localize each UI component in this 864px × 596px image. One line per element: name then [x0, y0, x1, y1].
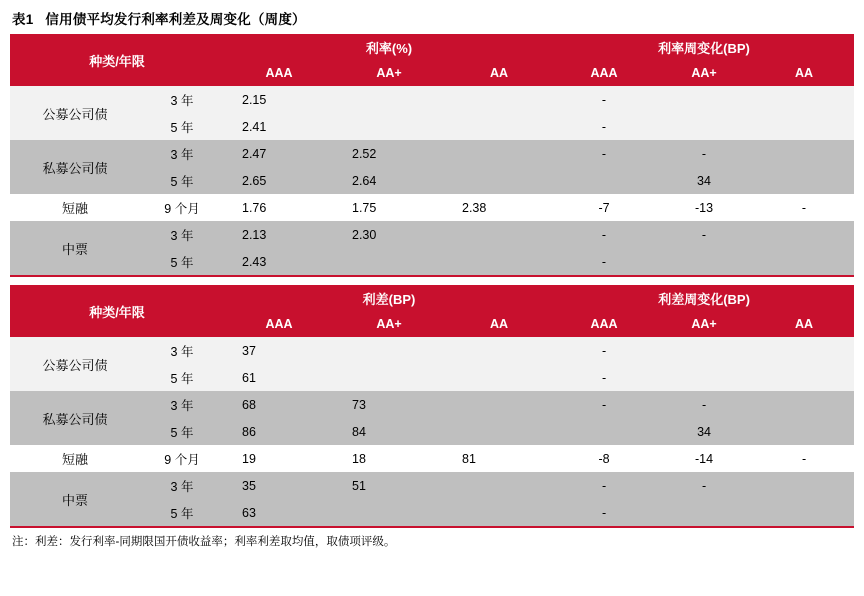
cell-rate-aaplus: 2.64 [334, 167, 444, 194]
table-row [10, 445, 854, 472]
spread-chg-subheader-aaplus: AA+ [654, 311, 754, 337]
spread-chg-subheader-aa: AA [754, 311, 854, 337]
cell-spread-aaplus: 18 [334, 445, 444, 472]
cell-spreadchg-aa [754, 418, 854, 445]
cell-rate-aa [444, 167, 554, 194]
cell-spread-aaplus [334, 364, 444, 391]
table-row [10, 194, 854, 221]
cell-spreadchg-aa [754, 472, 854, 499]
cell-spreadchg-aaa [554, 418, 654, 445]
cell-rate-aaa: 2.15 [224, 86, 334, 113]
cell-chg-aa [754, 113, 854, 140]
table-footnote: 注：利差：发行利率-同期限国开债收益率；利率利差取均值，取债项评级。 [12, 536, 396, 548]
cell-spread-aaa: 86 [224, 418, 334, 445]
cell-chg-aaa: - [554, 140, 654, 167]
table-row [10, 86, 854, 113]
cell-spread-aa [444, 364, 554, 391]
rate-subheader-aa: AA [444, 60, 554, 86]
cell-chg-aa: - [754, 194, 854, 221]
cell-rate-aaa: 2.65 [224, 167, 334, 194]
row-term: 5 年 [140, 113, 224, 140]
row-category: 中票 [10, 221, 140, 276]
cell-rate-aa [444, 113, 554, 140]
cell-chg-aa [754, 248, 854, 276]
row-category: 短融 [10, 445, 140, 472]
table-row [10, 221, 854, 248]
cell-spreadchg-aaa: - [554, 364, 654, 391]
row-category: 私募公司债 [10, 391, 140, 445]
row-term: 9 个月 [140, 194, 224, 221]
rate-header-type: 种类/年限 [10, 34, 224, 86]
cell-spreadchg-aa: - [754, 445, 854, 472]
spread-header-group-spread: 利差(BP) [224, 285, 554, 311]
cell-rate-aaplus [334, 113, 444, 140]
cell-spreadchg-aaplus [654, 337, 754, 364]
cell-spread-aaa: 63 [224, 499, 334, 527]
row-term: 3 年 [140, 140, 224, 167]
cell-spreadchg-aa [754, 337, 854, 364]
rate-chg-subheader-aaa: AAA [554, 60, 654, 86]
cell-spread-aa [444, 472, 554, 499]
cell-spreadchg-aaa: - [554, 337, 654, 364]
cell-chg-aaa [554, 167, 654, 194]
table-row [10, 472, 854, 499]
row-category: 短融 [10, 194, 140, 221]
row-term: 9 个月 [140, 445, 224, 472]
row-term: 5 年 [140, 418, 224, 445]
cell-rate-aaplus: 2.30 [334, 221, 444, 248]
cell-spread-aaplus: 84 [334, 418, 444, 445]
cell-spreadchg-aaplus: - [654, 391, 754, 418]
cell-spread-aaplus [334, 499, 444, 527]
table-row [10, 391, 854, 418]
row-category: 公募公司债 [10, 337, 140, 391]
cell-rate-aaplus: 2.52 [334, 140, 444, 167]
cell-rate-aa [444, 140, 554, 167]
cell-spread-aaplus: 51 [334, 472, 444, 499]
cell-rate-aaplus: 1.75 [334, 194, 444, 221]
row-category: 公募公司债 [10, 86, 140, 140]
cell-rate-aa: 2.38 [444, 194, 554, 221]
cell-chg-aaplus [654, 113, 754, 140]
caption-title: 信用债平均发行利率利差及周变化（周度） [45, 12, 306, 27]
cell-chg-aaplus: 34 [654, 167, 754, 194]
cell-spreadchg-aaa: - [554, 391, 654, 418]
cell-rate-aaplus [334, 248, 444, 276]
rate-table [10, 34, 854, 277]
cell-spreadchg-aa [754, 391, 854, 418]
cell-chg-aaa: -7 [554, 194, 654, 221]
cell-spreadchg-aaa: - [554, 472, 654, 499]
cell-rate-aaa: 2.43 [224, 248, 334, 276]
row-term: 5 年 [140, 364, 224, 391]
spread-header-type: 种类/年限 [10, 285, 224, 337]
table-caption [12, 8, 854, 28]
cell-rate-aa [444, 248, 554, 276]
table-gap [10, 277, 854, 285]
cell-spread-aaa: 61 [224, 364, 334, 391]
cell-chg-aaa: - [554, 86, 654, 113]
spread-subheader-aaa: AAA [224, 311, 334, 337]
rate-chg-subheader-aa: AA [754, 60, 854, 86]
cell-spread-aaa: 68 [224, 391, 334, 418]
cell-rate-aaplus [334, 86, 444, 113]
cell-spread-aa [444, 337, 554, 364]
row-category: 中票 [10, 472, 140, 527]
cell-chg-aa [754, 167, 854, 194]
cell-spreadchg-aaplus: - [654, 472, 754, 499]
row-term: 3 年 [140, 86, 224, 113]
cell-spreadchg-aaplus: 34 [654, 418, 754, 445]
cell-spread-aaa: 19 [224, 445, 334, 472]
cell-rate-aaa: 1.76 [224, 194, 334, 221]
cell-chg-aaplus: - [654, 221, 754, 248]
rate-subheader-aaa: AAA [224, 60, 334, 86]
cell-spreadchg-aa [754, 364, 854, 391]
cell-chg-aaplus: -13 [654, 194, 754, 221]
row-term: 3 年 [140, 472, 224, 499]
row-category: 私募公司债 [10, 140, 140, 194]
spread-chg-subheader-aaa: AAA [554, 311, 654, 337]
cell-chg-aa [754, 140, 854, 167]
caption-number: 表1 [12, 12, 34, 27]
row-term: 5 年 [140, 499, 224, 527]
cell-chg-aa [754, 86, 854, 113]
cell-chg-aa [754, 221, 854, 248]
cell-rate-aaa: 2.41 [224, 113, 334, 140]
rate-header-group-change: 利率周变化(BP) [554, 34, 854, 60]
spread-header-group-change: 利差周变化(BP) [554, 285, 854, 311]
cell-chg-aaplus: - [654, 140, 754, 167]
row-term: 3 年 [140, 391, 224, 418]
cell-spreadchg-aaa: - [554, 499, 654, 527]
spread-subheader-aa: AA [444, 311, 554, 337]
cell-rate-aaa: 2.13 [224, 221, 334, 248]
rate-chg-subheader-aaplus: AA+ [654, 60, 754, 86]
row-term: 3 年 [140, 221, 224, 248]
cell-spreadchg-aa [754, 499, 854, 527]
cell-spread-aa [444, 499, 554, 527]
cell-spread-aa [444, 391, 554, 418]
cell-chg-aaplus [654, 248, 754, 276]
table-row [10, 337, 854, 364]
cell-spread-aaplus [334, 337, 444, 364]
cell-spreadchg-aaplus [654, 364, 754, 391]
cell-rate-aa [444, 221, 554, 248]
cell-spread-aaa: 37 [224, 337, 334, 364]
cell-rate-aa [444, 86, 554, 113]
cell-spread-aa: 81 [444, 445, 554, 472]
cell-spread-aaa: 35 [224, 472, 334, 499]
cell-spread-aaplus: 73 [334, 391, 444, 418]
spread-table [10, 285, 854, 528]
cell-spread-aa [444, 418, 554, 445]
row-term: 5 年 [140, 248, 224, 276]
spread-subheader-aaplus: AA+ [334, 311, 444, 337]
cell-spreadchg-aaa: -8 [554, 445, 654, 472]
table-row [10, 140, 854, 167]
cell-chg-aaa: - [554, 113, 654, 140]
rate-header-group-rate: 利率(%) [224, 34, 554, 60]
cell-chg-aaa: - [554, 248, 654, 276]
cell-chg-aaa: - [554, 221, 654, 248]
cell-spreadchg-aaplus: -14 [654, 445, 754, 472]
cell-spreadchg-aaplus [654, 499, 754, 527]
cell-chg-aaplus [654, 86, 754, 113]
cell-rate-aaa: 2.47 [224, 140, 334, 167]
rate-subheader-aaplus: AA+ [334, 60, 444, 86]
row-term: 5 年 [140, 167, 224, 194]
row-term: 3 年 [140, 337, 224, 364]
